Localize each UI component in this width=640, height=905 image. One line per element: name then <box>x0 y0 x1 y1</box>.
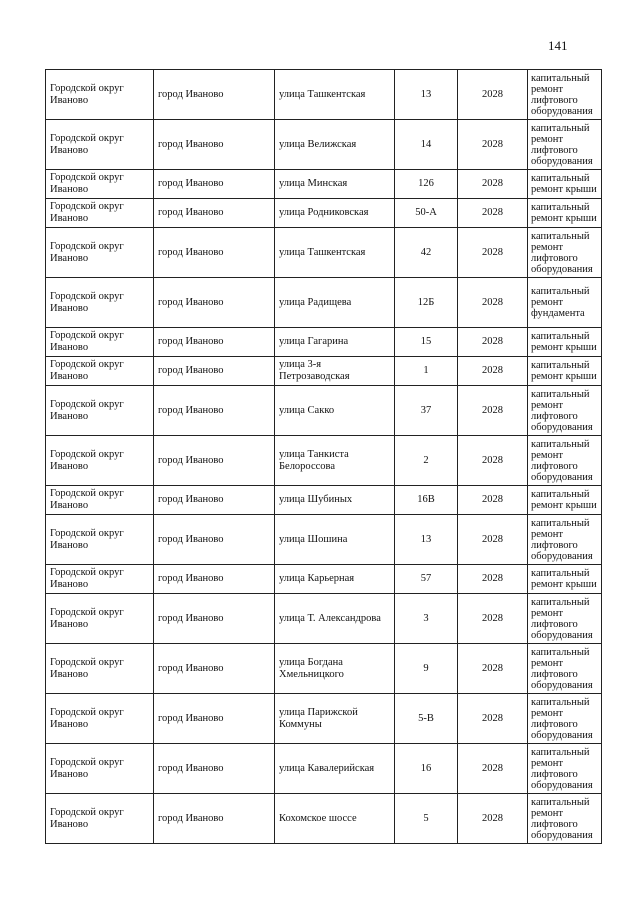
table-row <box>46 120 602 170</box>
year-cell: 2028 <box>458 199 528 228</box>
repair-schedule-table <box>45 69 602 844</box>
table-row <box>46 199 602 228</box>
district-cell: Городской округ Иваново <box>46 328 154 357</box>
work-type-cell: капитальный ремонт крыши <box>528 328 602 357</box>
city-cell: город Иваново <box>154 744 275 794</box>
city-cell: город Иваново <box>154 386 275 436</box>
house-number-cell: 1 <box>395 357 458 386</box>
year-cell: 2028 <box>458 120 528 170</box>
work-type-cell: капитальный ремонт крыши <box>528 357 602 386</box>
district-cell: Городской округ Иваново <box>46 565 154 594</box>
work-type-cell: капитальный ремонт лифтового оборудования <box>528 386 602 436</box>
house-number-cell: 3 <box>395 594 458 644</box>
district-cell: Городской округ Иваново <box>46 120 154 170</box>
year-cell: 2028 <box>458 170 528 199</box>
house-number-cell: 13 <box>395 70 458 120</box>
work-type-cell: капитальный ремонт крыши <box>528 565 602 594</box>
city-cell: город Иваново <box>154 794 275 844</box>
house-number-cell: 50-А <box>395 199 458 228</box>
table-row <box>46 515 602 565</box>
year-cell: 2028 <box>458 644 528 694</box>
district-cell: Городской округ Иваново <box>46 644 154 694</box>
city-cell: город Иваново <box>154 486 275 515</box>
city-cell: город Иваново <box>154 515 275 565</box>
work-type-cell: капитальный ремонт лифтового оборудования <box>528 436 602 486</box>
table-row <box>46 644 602 694</box>
street-cell: улица Карьерная <box>275 565 395 594</box>
year-cell: 2028 <box>458 386 528 436</box>
city-cell: город Иваново <box>154 594 275 644</box>
year-cell: 2028 <box>458 794 528 844</box>
year-cell: 2028 <box>458 594 528 644</box>
street-cell: улица Ташкентская <box>275 70 395 120</box>
street-cell: улица Парижской Коммуны <box>275 694 395 744</box>
street-cell: улица Богдана Хмельницкого <box>275 644 395 694</box>
table-row <box>46 386 602 436</box>
house-number-cell: 57 <box>395 565 458 594</box>
work-type-cell: капитальный ремонт крыши <box>528 170 602 199</box>
district-cell: Городской округ Иваново <box>46 794 154 844</box>
district-cell: Городской округ Иваново <box>46 228 154 278</box>
house-number-cell: 13 <box>395 515 458 565</box>
district-cell: Городской округ Иваново <box>46 744 154 794</box>
street-cell: улица 3-я Петрозаводская <box>275 357 395 386</box>
work-type-cell: капитальный ремонт крыши <box>528 486 602 515</box>
house-number-cell: 9 <box>395 644 458 694</box>
house-number-cell: 126 <box>395 170 458 199</box>
street-cell: улица Велижская <box>275 120 395 170</box>
district-cell: Городской округ Иваново <box>46 170 154 199</box>
street-cell: улица Танкиста Белороссова <box>275 436 395 486</box>
table-body <box>46 70 602 844</box>
house-number-cell: 5-В <box>395 694 458 744</box>
street-cell: улица Т. Александрова <box>275 594 395 644</box>
table-row <box>46 486 602 515</box>
district-cell: Городской округ Иваново <box>46 386 154 436</box>
district-cell: Городской округ Иваново <box>46 694 154 744</box>
table-row <box>46 328 602 357</box>
house-number-cell: 2 <box>395 436 458 486</box>
street-cell: улица Родниковская <box>275 199 395 228</box>
house-number-cell: 37 <box>395 386 458 436</box>
street-cell: улица Гагарина <box>275 328 395 357</box>
house-number-cell: 12Б <box>395 278 458 328</box>
house-number-cell: 16 <box>395 744 458 794</box>
district-cell: Городской округ Иваново <box>46 357 154 386</box>
district-cell: Городской округ Иваново <box>46 436 154 486</box>
year-cell: 2028 <box>458 694 528 744</box>
city-cell: город Иваново <box>154 199 275 228</box>
city-cell: город Иваново <box>154 357 275 386</box>
year-cell: 2028 <box>458 486 528 515</box>
work-type-cell: капитальный ремонт фундамента <box>528 278 602 328</box>
city-cell: город Иваново <box>154 644 275 694</box>
work-type-cell: капитальный ремонт лифтового оборудования <box>528 594 602 644</box>
work-type-cell: капитальный ремонт лифтового оборудования <box>528 744 602 794</box>
street-cell: улица Шубиных <box>275 486 395 515</box>
city-cell: город Иваново <box>154 565 275 594</box>
street-cell: улица Ташкентская <box>275 228 395 278</box>
house-number-cell: 42 <box>395 228 458 278</box>
work-type-cell: капитальный ремонт лифтового оборудования <box>528 228 602 278</box>
work-type-cell: капитальный ремонт лифтового оборудования <box>528 70 602 120</box>
street-cell: Кохомское шоссе <box>275 794 395 844</box>
street-cell: улица Радищева <box>275 278 395 328</box>
table-row <box>46 70 602 120</box>
district-cell: Городской округ Иваново <box>46 486 154 515</box>
table-row <box>46 228 602 278</box>
district-cell: Городской округ Иваново <box>46 278 154 328</box>
city-cell: город Иваново <box>154 70 275 120</box>
page-number: 141 <box>548 38 568 53</box>
table-row <box>46 694 602 744</box>
table-row <box>46 436 602 486</box>
table-row <box>46 744 602 794</box>
year-cell: 2028 <box>458 744 528 794</box>
city-cell: город Иваново <box>154 120 275 170</box>
year-cell: 2028 <box>458 278 528 328</box>
street-cell: улица Шошина <box>275 515 395 565</box>
year-cell: 2028 <box>458 436 528 486</box>
house-number-cell: 15 <box>395 328 458 357</box>
district-cell: Городской округ Иваново <box>46 70 154 120</box>
work-type-cell: капитальный ремонт лифтового оборудования <box>528 794 602 844</box>
year-cell: 2028 <box>458 515 528 565</box>
street-cell: улица Сакко <box>275 386 395 436</box>
city-cell: город Иваново <box>154 694 275 744</box>
street-cell: улица Минская <box>275 170 395 199</box>
house-number-cell: 14 <box>395 120 458 170</box>
district-cell: Городской округ Иваново <box>46 515 154 565</box>
work-type-cell: капитальный ремонт лифтового оборудования <box>528 694 602 744</box>
city-cell: город Иваново <box>154 228 275 278</box>
year-cell: 2028 <box>458 328 528 357</box>
city-cell: город Иваново <box>154 278 275 328</box>
table-row <box>46 278 602 328</box>
table-row <box>46 357 602 386</box>
table-row <box>46 594 602 644</box>
year-cell: 2028 <box>458 228 528 278</box>
work-type-cell: капитальный ремонт лифтового оборудования <box>528 515 602 565</box>
year-cell: 2028 <box>458 357 528 386</box>
city-cell: город Иваново <box>154 328 275 357</box>
district-cell: Городской округ Иваново <box>46 199 154 228</box>
city-cell: город Иваново <box>154 436 275 486</box>
city-cell: город Иваново <box>154 170 275 199</box>
year-cell: 2028 <box>458 565 528 594</box>
work-type-cell: капитальный ремонт лифтового оборудования <box>528 644 602 694</box>
district-cell: Городской округ Иваново <box>46 594 154 644</box>
work-type-cell: капитальный ремонт лифтового оборудования <box>528 120 602 170</box>
year-cell: 2028 <box>458 70 528 120</box>
table-row <box>46 565 602 594</box>
street-cell: улица Кавалерийская <box>275 744 395 794</box>
house-number-cell: 16В <box>395 486 458 515</box>
table-row <box>46 794 602 844</box>
house-number-cell: 5 <box>395 794 458 844</box>
table-row <box>46 170 602 199</box>
work-type-cell: капитальный ремонт крыши <box>528 199 602 228</box>
